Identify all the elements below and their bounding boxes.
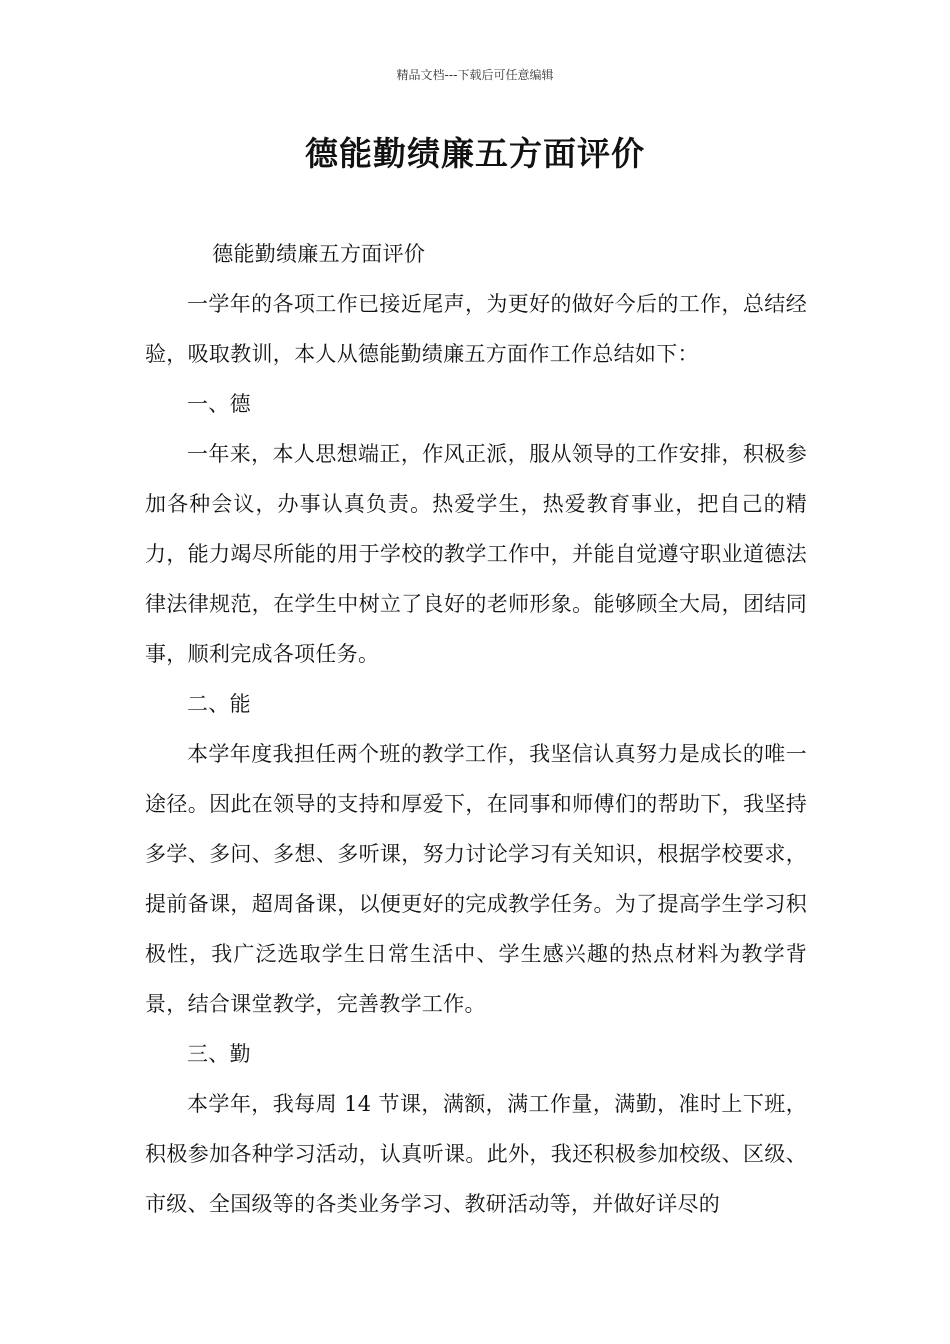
section-heading-de: 一、德	[187, 392, 251, 416]
intro-paragraph: 一学年的各项工作已接近尾声，为更好的做好今后的工作，总结经验，吸取教训，本人从德能勤绩廉五方面作工作总结如下：	[145, 292, 807, 366]
document-body	[145, 229, 807, 1229]
section-heading-neng: 二、能	[187, 692, 251, 716]
section-body-qin: 本学年，我每周 14 节课，满额，满工作量，满勤，准时上下班，积极参加各种学习活动，认真听课。此外，我还积极参加校级、区级、市级、全国级等的各类业务学习、教研活动等，并做好详尽的	[145, 1092, 807, 1216]
header-note: 精品文档---下载后可任意编辑	[396, 68, 554, 82]
section-heading-qin: 三、勤	[187, 1042, 251, 1066]
section-body-de: 一年来，本人思想端正，作风正派，服从领导的工作安排，积极参加各种会议，办事认真负责。热爱学生，热爱教育事业，把自己的精力，能力竭尽所能的用于学校的教学工作中，并能自觉遵守职业道德法律法律规范，在学生中树立了良好的老师形象。能够顾全大局，团结同事，顺利完成各项任务。	[145, 442, 807, 666]
section-body-neng: 本学年度我担任两个班的教学工作，我坚信认真努力是成长的唯一途径。因此在领导的支持和厚爱下，在同事和师傅们的帮助下，我坚持多学、多问、多想、多听课，努力讨论学习有关知识，根据学校要求，提前备课，超周备课，以便更好的完成教学任务。为了提高学生学习积极性，我广泛选取学生日常生活中、学生感兴趣的热点材料为教学背景，结合课堂教学，完善教学工作。	[145, 742, 807, 1016]
document-title: 德能勤绩廉五方面评价	[305, 134, 645, 173]
subtitle-paragraph: 德能勤绩廉五方面评价	[212, 242, 426, 266]
